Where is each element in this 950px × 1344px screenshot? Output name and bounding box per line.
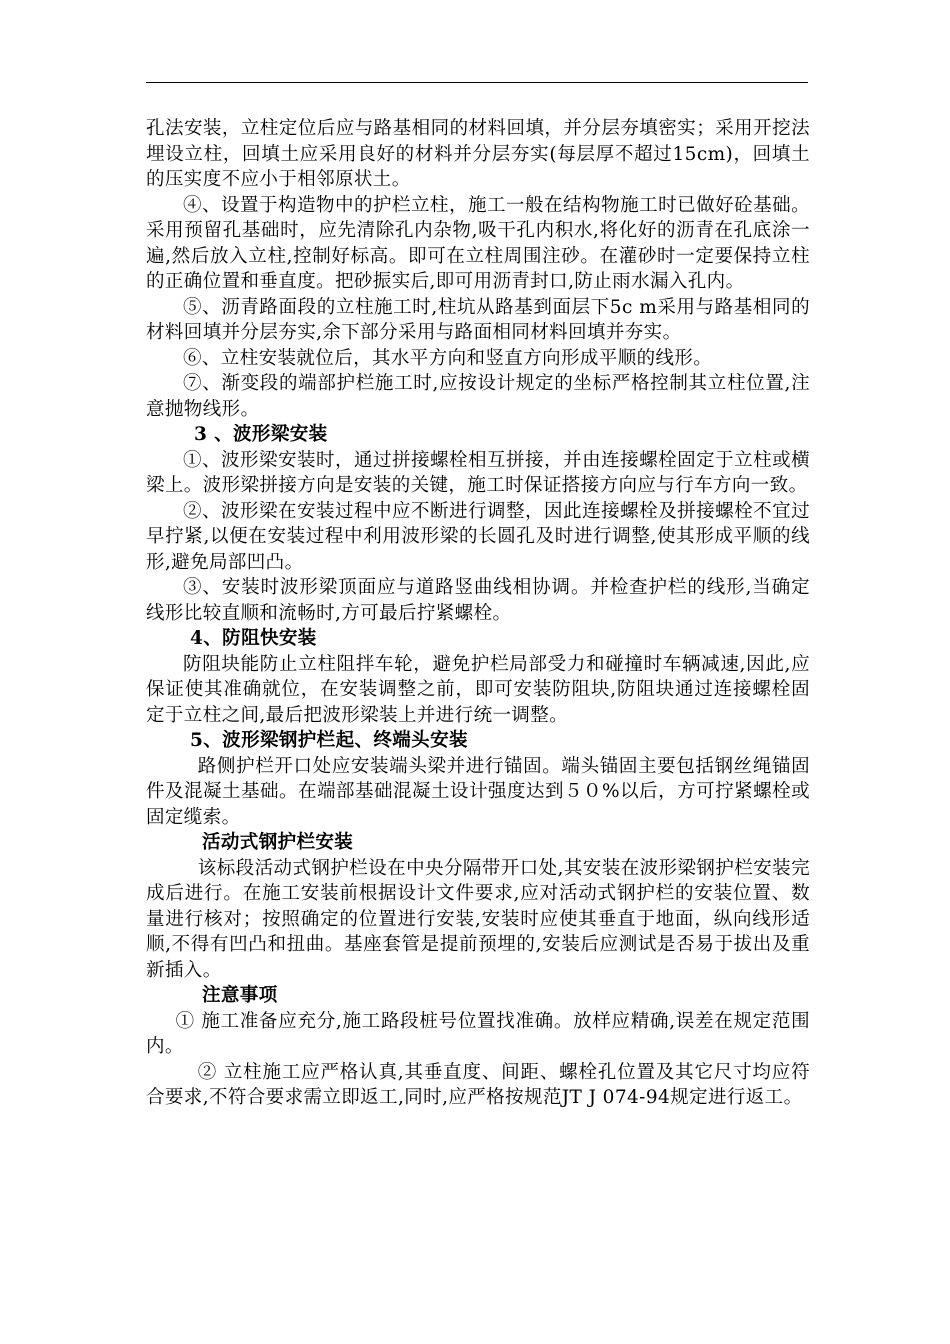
paragraph: ①、波形梁安装时，通过拼接螺栓相互拼接，并由连接螺栓固定于立柱或横梁上。波形梁拼接方向是安装的关键，施工时保证搭接方向应与行车方向一致。: [146, 449, 810, 496]
section-heading: 活动式钢护栏安装: [202, 832, 354, 853]
section-heading: 5、波形梁钢护栏起、终端头安装: [190, 730, 468, 751]
paragraph: ② 立柱施工应严格认真,其垂直度、间距、螺栓孔位置及其它尺寸均应符合要求,不符合要求需立即返工,同时,应严格按规范JT J 074-94规定进行返工。: [146, 1061, 810, 1108]
paragraph: ②、波形梁在安装过程中应不断进行调整，因此连接螺栓及拼接螺栓不宜过早拧紧,以便在安装过程中利用波形梁的长圆孔及时进行调整,使其形成平顺的线形,避免局部凹凸。: [146, 500, 810, 573]
section-heading: 注意事项: [202, 985, 278, 1006]
paragraph: 该标段活动式钢护栏设在中央分隔带开口处,其安装在波形梁钢护栏安装完成后进行。在施工安装前根据设计文件要求,应对活动式钢护栏的安装位置、数量进行核对；按照确定的位置进行安装,安装时应使其垂直于地面，纵向线形适顺,不得有凹凸和扭曲。基座套管是提前预埋的,安装后应测试是否易于拔出及重新插入。: [146, 857, 810, 981]
paragraph: ④、设置于构造物中的护栏立柱，施工一般在结构物施工时已做好砼基础。采用预留孔基础时，应先清除孔内杂物,吸干孔内积水,将化好的沥青在孔底涂一遍,然后放入立柱,控制好标高。即可在立柱周围注砂。在灌砂时一定要保持立柱的正确位置和垂直度。把砂振实后,即可用沥青封口,防止雨水漏入孔内。: [146, 194, 810, 292]
paragraph: ⑦、渐变段的端部护栏施工时,应按设计规定的坐标严格控制其立柱位置,注意抛物线形。: [146, 373, 810, 420]
paragraph: 防阻块能防止立柱阻拌车轮，避免护栏局部受力和碰撞时车辆减速,因此,应保证使其准确就位，在安装调整之前，即可安装防阻块,防阻块通过连接螺栓固定于立柱之间,最后把波形梁装上并进行统一调整。: [146, 653, 810, 726]
section-heading: 4、防阻快安装: [190, 628, 317, 649]
paragraph: ⑥、立柱安装就位后，其水平方向和竖直方向形成平顺的线形。: [183, 347, 713, 369]
section-heading: 3 、波形梁安装: [194, 424, 328, 445]
paragraph: ③、安装时波形梁顶面应与道路竖曲线相协调。并检查护栏的线形,当确定线形比较直顺和流畅时,方可最后拧紧螺栓。: [146, 577, 810, 624]
header-rule: [146, 82, 808, 83]
document-body: [146, 116, 810, 1111]
paragraph: ⑤、沥青路面段的立柱施工时,柱坑从路基到面层下5c m采用与路基相同的材料回填并分层夯实,余下部分采用与路面相同材料回填并夯实。: [146, 296, 810, 343]
paragraph: 孔法安装，立柱定位后应与路基相同的材料回填，并分层夯填密实；采用开挖法埋设立柱，回填土应采用良好的材料并分层夯实(每层厚不超过15cm)，回填土的压实度不应小于相邻原状土。: [146, 118, 810, 190]
paragraph: ① 施工准备应充分,施工路段桩号位置找准确。放样应精确,误差在规定范围内。: [146, 1010, 810, 1057]
paragraph: 路侧护栏开口处应安装端头梁并进行锚固。端头锚固主要包括钢丝绳锚固件及混凝土基础。在端部基础混凝土设计强度达到５０%以后，方可拧紧螺栓或固定缆索。: [146, 755, 810, 828]
